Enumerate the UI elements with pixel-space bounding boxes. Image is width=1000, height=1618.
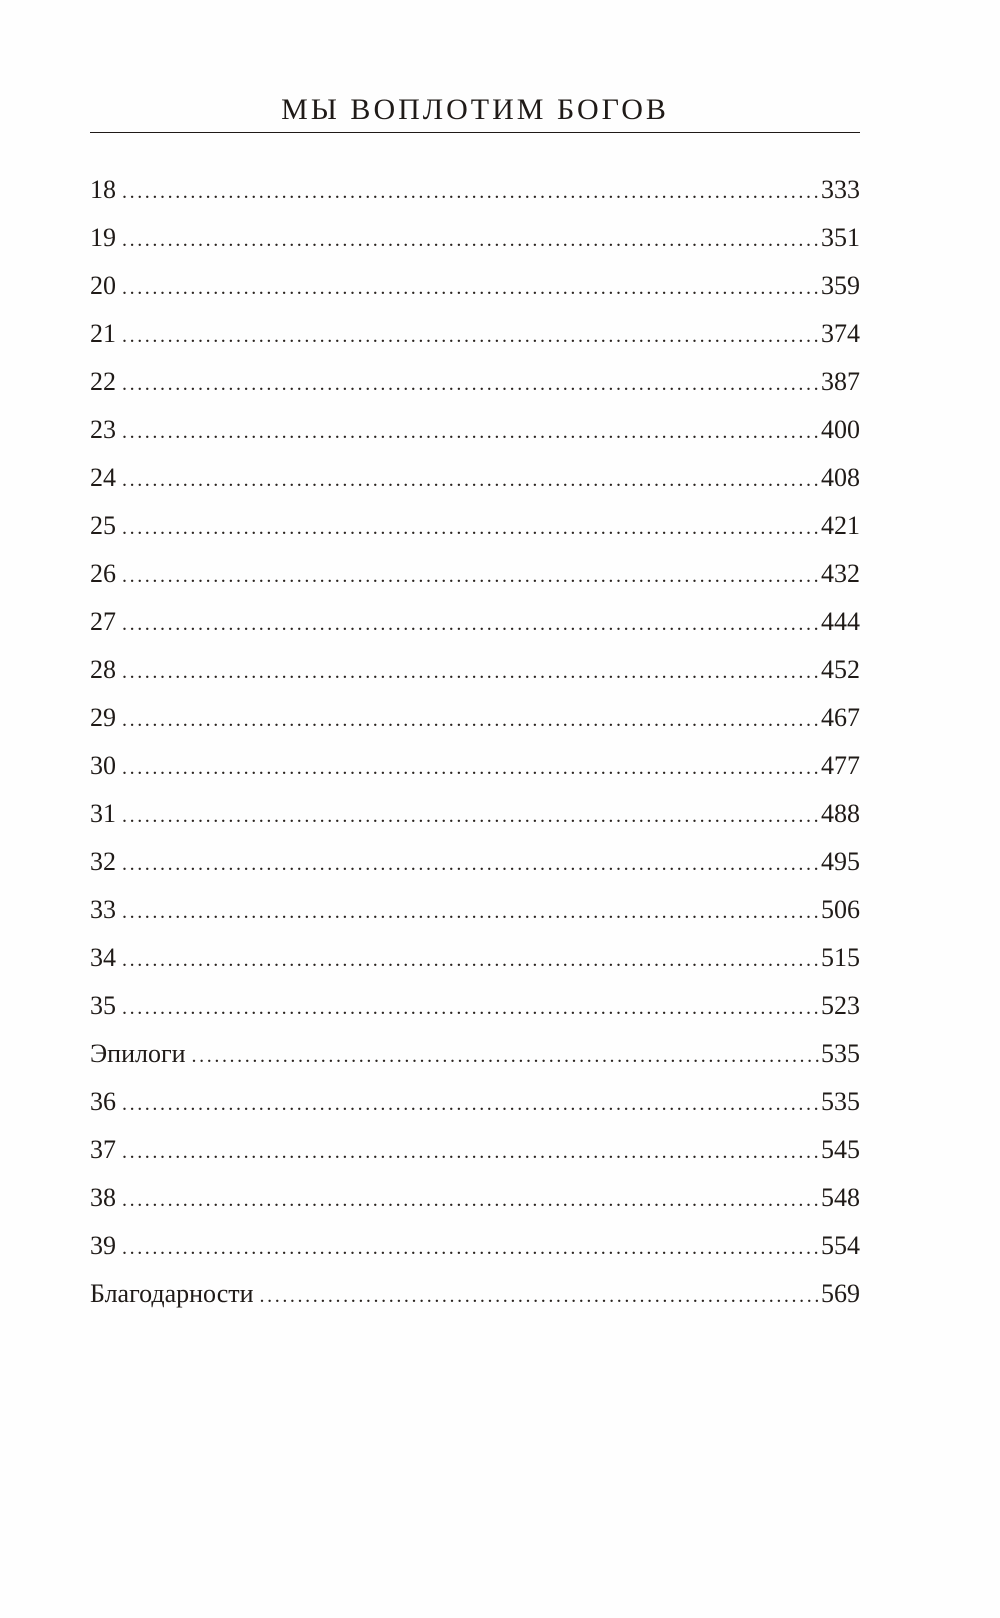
- toc-entry-label: 22: [90, 367, 116, 396]
- toc-entry: [90, 790, 860, 838]
- toc-entry-label: 39: [90, 1231, 116, 1260]
- toc-entry-page: 333: [821, 175, 860, 204]
- toc-dot-leader: [122, 696, 819, 744]
- toc-entry: [90, 214, 860, 262]
- toc-entry: [90, 934, 860, 982]
- toc-entry-page: 523: [821, 991, 860, 1020]
- toc-entry: [90, 262, 860, 310]
- toc-dot-leader: [122, 840, 819, 888]
- toc-entry-page: 569: [821, 1279, 860, 1308]
- toc-entry-label: 29: [90, 703, 116, 732]
- toc-dot-leader: [122, 504, 819, 552]
- toc-entry: [90, 1270, 860, 1318]
- toc-dot-leader: [122, 648, 819, 696]
- toc-entry-page: 488: [821, 799, 860, 828]
- toc-entry-label: 28: [90, 655, 116, 684]
- toc-entry-page: 495: [821, 847, 860, 876]
- toc-entry-label: 32: [90, 847, 116, 876]
- toc-entry: [90, 550, 860, 598]
- toc-dot-leader: [122, 360, 819, 408]
- running-head-title: МЫ ВОПЛОТИМ БОГОВ: [281, 93, 669, 126]
- table-of-contents: [90, 166, 860, 1318]
- toc-entry-label: 37: [90, 1135, 116, 1164]
- toc-entry-label: 26: [90, 559, 116, 588]
- toc-entry-page: 387: [821, 367, 860, 396]
- toc-entry: [90, 502, 860, 550]
- toc-dot-leader: [122, 216, 819, 264]
- toc-entry-label: 18: [90, 175, 116, 204]
- toc-entry-page: 515: [821, 943, 860, 972]
- toc-entry-label: 27: [90, 607, 116, 636]
- toc-entry-page: 477: [821, 751, 860, 780]
- toc-dot-leader: [122, 552, 819, 600]
- toc-entry-label: 25: [90, 511, 116, 540]
- toc-dot-leader: [122, 312, 819, 360]
- toc-dot-leader: [122, 936, 819, 984]
- toc-entry-page: 506: [821, 895, 860, 924]
- toc-entry: [90, 1222, 860, 1270]
- toc-dot-leader: [122, 744, 819, 792]
- toc-entry-label: 31: [90, 799, 116, 828]
- toc-entry: [90, 166, 860, 214]
- toc-entry: [90, 454, 860, 502]
- toc-entry-label: 23: [90, 415, 116, 444]
- toc-entry: [90, 838, 860, 886]
- toc-dot-leader: [122, 888, 819, 936]
- toc-entry-page: 467: [821, 703, 860, 732]
- toc-entry-page: 535: [821, 1039, 860, 1068]
- toc-entry-page: 452: [821, 655, 860, 684]
- toc-entry: [90, 886, 860, 934]
- toc-entry-page: 548: [821, 1183, 860, 1212]
- toc-entry-label: 20: [90, 271, 116, 300]
- toc-entry-label: 21: [90, 319, 116, 348]
- toc-entry-label: 35: [90, 991, 116, 1020]
- toc-entry-label: 34: [90, 943, 116, 972]
- toc-entry: [90, 1174, 860, 1222]
- toc-entry: [90, 598, 860, 646]
- toc-entry-label: 19: [90, 223, 116, 252]
- toc-entry-page: 545: [821, 1135, 860, 1164]
- toc-entry-page: 408: [821, 463, 860, 492]
- toc-entry: [90, 694, 860, 742]
- toc-entry-label: Эпилоги: [90, 1039, 186, 1068]
- toc-entry-label: 30: [90, 751, 116, 780]
- toc-entry-page: 554: [821, 1231, 860, 1260]
- toc-entry-page: 535: [821, 1087, 860, 1116]
- toc-entry-label: 36: [90, 1087, 116, 1116]
- toc-entry-label: 38: [90, 1183, 116, 1212]
- toc-dot-leader: [122, 984, 819, 1032]
- toc-entry: [90, 742, 860, 790]
- header-rule: [90, 132, 860, 133]
- toc-entry-page: 400: [821, 415, 860, 444]
- toc-dot-leader: [122, 1224, 819, 1272]
- toc-dot-leader: [260, 1272, 819, 1320]
- toc-entry-page: 432: [821, 559, 860, 588]
- toc-entry: [90, 1126, 860, 1174]
- toc-entry: [90, 1030, 860, 1078]
- toc-entry-label: 24: [90, 463, 116, 492]
- toc-dot-leader: [122, 168, 819, 216]
- toc-entry-page: 351: [821, 223, 860, 252]
- toc-entry: [90, 1078, 860, 1126]
- toc-dot-leader: [122, 1080, 819, 1128]
- toc-dot-leader: [122, 1176, 819, 1224]
- toc-dot-leader: [122, 264, 819, 312]
- toc-entry-page: 421: [821, 511, 860, 540]
- toc-dot-leader: [122, 600, 819, 648]
- toc-entry: [90, 310, 860, 358]
- toc-entry-page: 444: [821, 607, 860, 636]
- toc-entry: [90, 982, 860, 1030]
- toc-entry: [90, 358, 860, 406]
- toc-dot-leader: [122, 408, 819, 456]
- toc-entry: [90, 406, 860, 454]
- toc-dot-leader: [122, 1128, 819, 1176]
- toc-entry-page: 359: [821, 271, 860, 300]
- toc-dot-leader: [122, 792, 819, 840]
- toc-entry-label: 33: [90, 895, 116, 924]
- toc-entry-label: Благодарности: [90, 1279, 254, 1308]
- toc-dot-leader: [192, 1032, 819, 1080]
- toc-entry: [90, 646, 860, 694]
- toc-dot-leader: [122, 456, 819, 504]
- toc-entry-page: 374: [821, 319, 860, 348]
